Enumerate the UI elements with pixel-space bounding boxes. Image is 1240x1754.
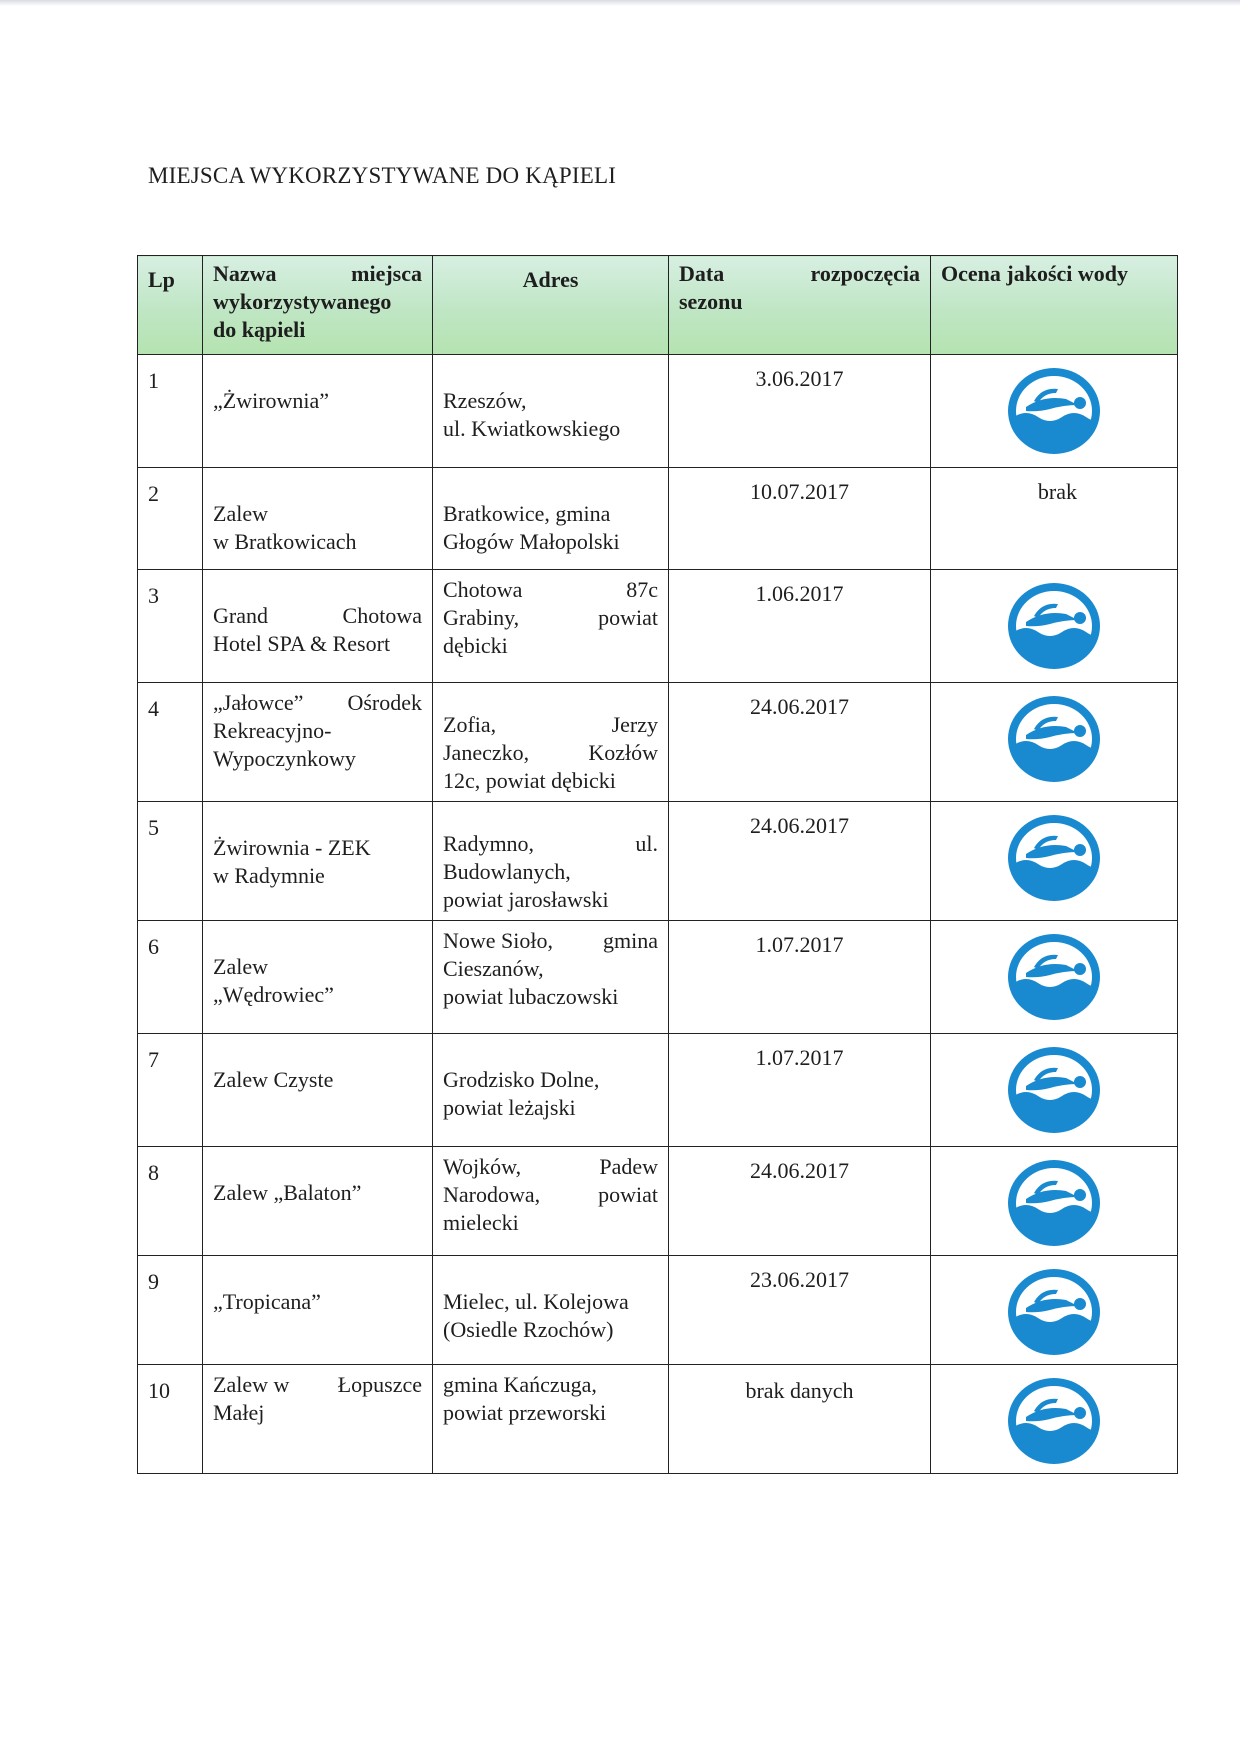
table-row bbox=[138, 468, 1178, 570]
cell-address bbox=[433, 355, 669, 468]
cell-address bbox=[433, 802, 669, 921]
header-name-line-3: do kąpieli bbox=[213, 317, 306, 342]
cell-water-quality bbox=[931, 570, 1178, 683]
table-row bbox=[138, 683, 1178, 802]
text-part: Padew bbox=[599, 1154, 658, 1179]
table-row bbox=[138, 1147, 1178, 1256]
text-part: Wojków, bbox=[443, 1154, 522, 1179]
table-row bbox=[138, 1365, 1178, 1474]
rating-text: brak bbox=[1037, 479, 1077, 504]
cell-address bbox=[433, 683, 669, 802]
cell-season-start: 1.07.2017 bbox=[669, 921, 931, 1034]
cell-line: Rzeszów, bbox=[443, 388, 527, 413]
swimmer-icon bbox=[1004, 1375, 1104, 1467]
cell-lp: 7 bbox=[138, 1034, 203, 1147]
cell-name bbox=[203, 570, 433, 683]
cell-water-quality bbox=[931, 802, 1178, 921]
cell-name bbox=[203, 468, 433, 570]
text-part: Nowe Sioło, bbox=[443, 928, 553, 953]
cell-line bbox=[443, 604, 658, 632]
cell-season-start: brak danych bbox=[669, 1365, 931, 1474]
text-part: powiat bbox=[598, 605, 658, 630]
cell-water-quality bbox=[931, 683, 1178, 802]
cell-water-quality bbox=[931, 1034, 1178, 1147]
cell-address bbox=[433, 1256, 669, 1365]
cell-address bbox=[433, 570, 669, 683]
cell-line: powiat lubaczowski bbox=[443, 984, 619, 1009]
scan-edge bbox=[0, 0, 1240, 6]
cell-line: Żwirownia - ZEK bbox=[213, 835, 371, 860]
header-name bbox=[203, 256, 433, 355]
cell-season-start: 10.07.2017 bbox=[669, 468, 931, 570]
text-part: powiat bbox=[598, 1182, 658, 1207]
text-part: Grabiny, bbox=[443, 605, 520, 630]
cell-name bbox=[203, 355, 433, 468]
table-row bbox=[138, 1034, 1178, 1147]
cell-name bbox=[203, 921, 433, 1034]
cell-line bbox=[213, 602, 422, 630]
cell-lp: 9 bbox=[138, 1256, 203, 1365]
text-part: 87c bbox=[626, 577, 658, 602]
cell-season-start: 3.06.2017 bbox=[669, 355, 931, 468]
swimmer-icon bbox=[1004, 365, 1104, 457]
cell-line: 12c, powiat dębicki bbox=[443, 768, 616, 793]
text-part: Chotowa bbox=[443, 577, 523, 602]
text-part: gmina bbox=[603, 928, 658, 953]
cell-line: Zalew bbox=[213, 954, 268, 979]
swimmer-icon bbox=[1004, 580, 1104, 672]
text-part: „Jałowce” bbox=[213, 690, 304, 715]
cell-name bbox=[203, 683, 433, 802]
cell-line bbox=[443, 711, 658, 739]
text-part: Kozłów bbox=[588, 740, 658, 765]
cell-line: „Wędrowiec” bbox=[213, 982, 334, 1007]
table-row bbox=[138, 570, 1178, 683]
cell-lp: 4 bbox=[138, 683, 203, 802]
cell-line: „Żwirownia” bbox=[213, 388, 330, 413]
bathing-sites-table bbox=[137, 255, 1178, 1474]
header-address: Adres bbox=[433, 256, 669, 355]
header-name-word-2: miejsca bbox=[351, 261, 422, 286]
cell-water-quality bbox=[931, 468, 1178, 570]
cell-line: (Osiedle Rzochów) bbox=[443, 1317, 614, 1342]
cell-address bbox=[433, 1147, 669, 1256]
table-row bbox=[138, 802, 1178, 921]
cell-lp: 8 bbox=[138, 1147, 203, 1256]
cell-name bbox=[203, 1365, 433, 1474]
cell-line: Zalew „Balaton” bbox=[213, 1180, 362, 1205]
table-header-row bbox=[138, 256, 1178, 355]
cell-season-start: 24.06.2017 bbox=[669, 683, 931, 802]
table-body bbox=[138, 355, 1178, 1474]
swimmer-icon bbox=[1004, 1157, 1104, 1249]
cell-line: Cieszanów, bbox=[443, 956, 544, 981]
text-part: Zalew w bbox=[213, 1372, 290, 1397]
text-part: Chotowa bbox=[342, 603, 422, 628]
cell-address bbox=[433, 468, 669, 570]
cell-lp: 10 bbox=[138, 1365, 203, 1474]
cell-line: ul. Kwiatkowskiego bbox=[443, 416, 621, 441]
cell-line: powiat jarosławski bbox=[443, 887, 609, 912]
swimmer-icon bbox=[1004, 812, 1104, 904]
header-name-line-2: wykorzystywanego bbox=[213, 289, 392, 314]
cell-water-quality bbox=[931, 921, 1178, 1034]
cell-lp: 2 bbox=[138, 468, 203, 570]
cell-name bbox=[203, 802, 433, 921]
cell-line: gmina Kańczuga, bbox=[443, 1372, 597, 1397]
cell-line: Hotel SPA & Resort bbox=[213, 631, 391, 656]
cell-name bbox=[203, 1034, 433, 1147]
header-date-word-2: rozpoczęcia bbox=[810, 261, 920, 286]
table-row bbox=[138, 355, 1178, 468]
cell-name bbox=[203, 1256, 433, 1365]
table-row bbox=[138, 921, 1178, 1034]
swimmer-icon bbox=[1004, 1044, 1104, 1136]
header-lp: Lp bbox=[138, 256, 203, 355]
cell-season-start: 1.07.2017 bbox=[669, 1034, 931, 1147]
swimmer-icon bbox=[1004, 1266, 1104, 1358]
cell-line: mielecki bbox=[443, 1210, 519, 1235]
cell-line: Wypoczynkowy bbox=[213, 746, 356, 771]
cell-lp: 1 bbox=[138, 355, 203, 468]
cell-line: Głogów Małopolski bbox=[443, 529, 620, 554]
cell-line: dębicki bbox=[443, 633, 508, 658]
cell-line: Zalew Czyste bbox=[213, 1067, 334, 1092]
cell-line: „Tropicana” bbox=[213, 1289, 321, 1314]
swimmer-icon bbox=[1004, 931, 1104, 1023]
cell-water-quality bbox=[931, 1256, 1178, 1365]
swimmer-icon bbox=[1004, 693, 1104, 785]
page-title: MIEJSCA WYKORZYSTYWANE DO KĄPIELI bbox=[148, 163, 617, 188]
text-part: Janeczko, bbox=[443, 740, 530, 765]
cell-line: powiat leżajski bbox=[443, 1095, 576, 1120]
cell-season-start: 23.06.2017 bbox=[669, 1256, 931, 1365]
cell-line bbox=[443, 1181, 658, 1209]
cell-line: powiat przeworski bbox=[443, 1400, 607, 1425]
cell-line: w Bratkowicach bbox=[213, 529, 357, 554]
cell-line: Bratkowice, gmina bbox=[443, 501, 611, 526]
cell-lp: 5 bbox=[138, 802, 203, 921]
cell-line: Budowlanych, bbox=[443, 859, 571, 884]
header-rating: Ocena jakości wody bbox=[931, 256, 1178, 355]
cell-line bbox=[213, 689, 422, 717]
text-part: Grand bbox=[213, 603, 268, 628]
header-name-word-1: Nazwa bbox=[213, 261, 277, 286]
text-part: Łopuszce bbox=[337, 1372, 422, 1397]
text-part: Jerzy bbox=[611, 712, 658, 737]
cell-line: Zalew bbox=[213, 501, 268, 526]
cell-line: Małej bbox=[213, 1400, 265, 1425]
cell-season-start: 1.06.2017 bbox=[669, 570, 931, 683]
table-row bbox=[138, 1256, 1178, 1365]
cell-season-start: 24.06.2017 bbox=[669, 802, 931, 921]
cell-address bbox=[433, 921, 669, 1034]
cell-lp: 3 bbox=[138, 570, 203, 683]
text-part: Zofia, bbox=[443, 712, 497, 737]
cell-address bbox=[433, 1365, 669, 1474]
text-part: Radymno, bbox=[443, 831, 535, 856]
cell-line: w Radymnie bbox=[213, 863, 325, 888]
cell-line: Grodzisko Dolne, bbox=[443, 1067, 600, 1092]
cell-lp: 6 bbox=[138, 921, 203, 1034]
cell-line: Rekreacyjno- bbox=[213, 718, 332, 743]
cell-line bbox=[443, 927, 658, 955]
cell-address bbox=[433, 1034, 669, 1147]
cell-line bbox=[213, 1371, 422, 1399]
header-date-line-2: sezonu bbox=[679, 289, 743, 314]
text-part: ul. bbox=[635, 831, 658, 856]
cell-line bbox=[443, 576, 658, 604]
cell-line bbox=[443, 1153, 658, 1181]
cell-line bbox=[443, 739, 658, 767]
cell-season-start: 24.06.2017 bbox=[669, 1147, 931, 1256]
cell-water-quality bbox=[931, 1147, 1178, 1256]
cell-line: Mielec, ul. Kolejowa bbox=[443, 1289, 629, 1314]
cell-water-quality bbox=[931, 355, 1178, 468]
text-part: Ośrodek bbox=[347, 690, 422, 715]
cell-name bbox=[203, 1147, 433, 1256]
header-date-word-1: Data bbox=[679, 261, 725, 286]
header-date bbox=[669, 256, 931, 355]
cell-line bbox=[443, 830, 658, 858]
text-part: Narodowa, bbox=[443, 1182, 541, 1207]
cell-water-quality bbox=[931, 1365, 1178, 1474]
